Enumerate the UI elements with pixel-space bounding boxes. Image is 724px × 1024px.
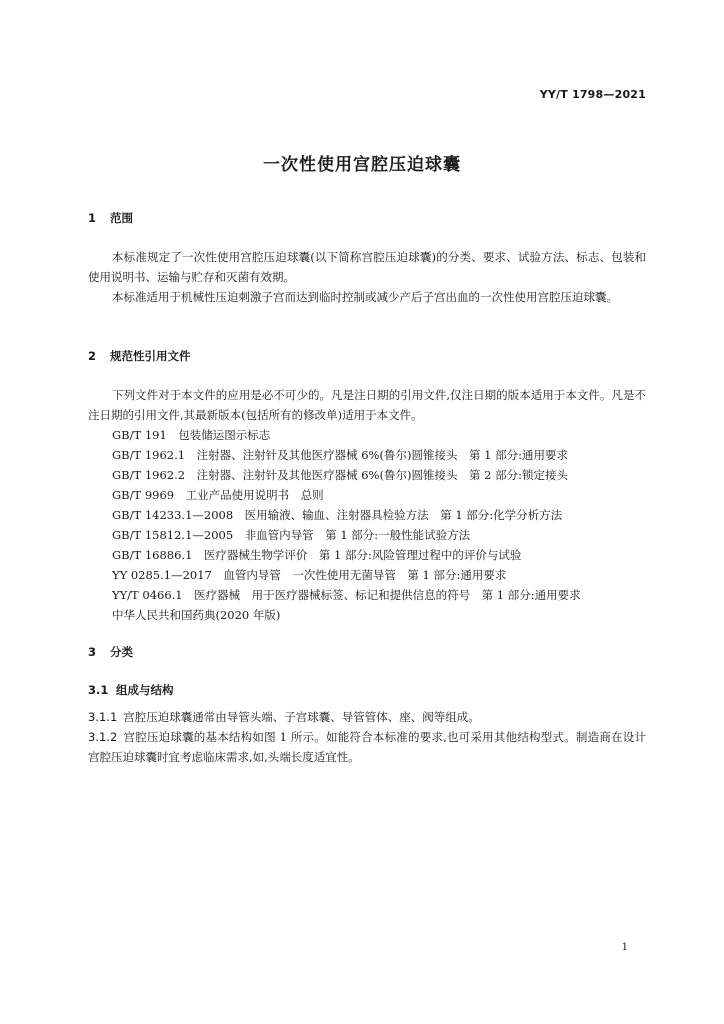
reference-list xyxy=(112,425,581,625)
section-title: 范围 xyxy=(110,211,133,225)
reference-item: 中华人民共和国药典(2020 年版) xyxy=(112,608,281,622)
clause-3-1-1 xyxy=(88,707,646,727)
section-title: 分类 xyxy=(110,645,133,659)
reference-item: GB/T 14233.1—2008 医用输液、输血、注射器具检验方法 第 1 部分:化学分析方法 xyxy=(112,508,563,522)
scope-paragraph-1: 本标准规定了一次性使用宫腔压迫球囊(以下简称宫腔压迫球囊)的分类、要求、试验方法、标志、包装和使用说明书、运输与贮存和灭菌有效期。 xyxy=(88,250,646,284)
reference-item: GB/T 16886.1 医疗器械生物学评价 第 1 部分:风险管理过程中的评价与试验 xyxy=(112,548,522,562)
subsection-title: 组成与结构 xyxy=(116,683,174,697)
section-title: 规范性引用文件 xyxy=(110,349,191,363)
clause-3-1-2 xyxy=(88,727,646,767)
clause-text: 宫腔压迫球囊通常由导管头端、子宫球囊、导管管体、座、阀等组成。 xyxy=(123,710,480,724)
section-number: 1 xyxy=(88,211,97,225)
reference-item: GB/T 15812.1—2005 非血管内导管 第 1 部分:一般性能试验方法 xyxy=(112,528,471,542)
section-2-heading xyxy=(88,348,191,364)
clause-number: 3.1.2 xyxy=(88,730,118,744)
reference-item: GB/T 1962.2 注射器、注射针及其他医疗器械 6%(鲁尔)圆锥接头 第 2 部分:锁定接头 xyxy=(112,468,568,482)
reference-item: GB/T 1962.1 注射器、注射针及其他医疗器械 6%(鲁尔)圆锥接头 第 1 部分:通用要求 xyxy=(112,448,568,462)
subsection-3-1-heading xyxy=(88,682,174,698)
subsection-number: 3.1 xyxy=(88,683,109,697)
page-number: 1 xyxy=(621,942,628,953)
reference-item: GB/T 191 包装储运图示标志 xyxy=(112,428,271,442)
section-3-heading xyxy=(88,644,133,660)
reference-item: YY/T 0466.1 医疗器械 用于医疗器械标签、标记和提供信息的符号 第 1 部分:通用要求 xyxy=(112,588,581,602)
clause-text: 宫腔压迫球囊的基本结构如图 1 所示。如能符合本标准的要求,也可采用其他结构型式。制造商在设计宫腔压迫球囊时宜考虑临床需求,如,头端长度适宜性。 xyxy=(88,730,646,764)
scope-paragraph-2: 本标准适用于机械性压迫刺激子宫而达到临时控制或减少产后子宫出血的一次性使用宫腔压迫球囊。 xyxy=(112,290,618,304)
document-title: 一次性使用宫腔压迫球囊 xyxy=(263,155,461,175)
section-1-heading xyxy=(88,210,133,226)
clause-number: 3.1.1 xyxy=(88,710,118,724)
section-number: 2 xyxy=(88,349,97,363)
standard-code: YY/T 1798—2021 xyxy=(539,88,646,101)
normative-intro: 下列文件对于本文件的应用是必不可少的。凡是注日期的引用文件,仅注日期的版本适用于本文件。凡是不注日期的引用文件,其最新版本(包括所有的修改单)适用于本文件。 xyxy=(88,388,646,422)
reference-item: GB/T 9969 工业产品使用说明书 总则 xyxy=(112,488,324,502)
reference-item: YY 0285.1—2017 血管内导管 一次性使用无菌导管 第 1 部分:通用要求 xyxy=(112,568,507,582)
section-number: 3 xyxy=(88,645,97,659)
